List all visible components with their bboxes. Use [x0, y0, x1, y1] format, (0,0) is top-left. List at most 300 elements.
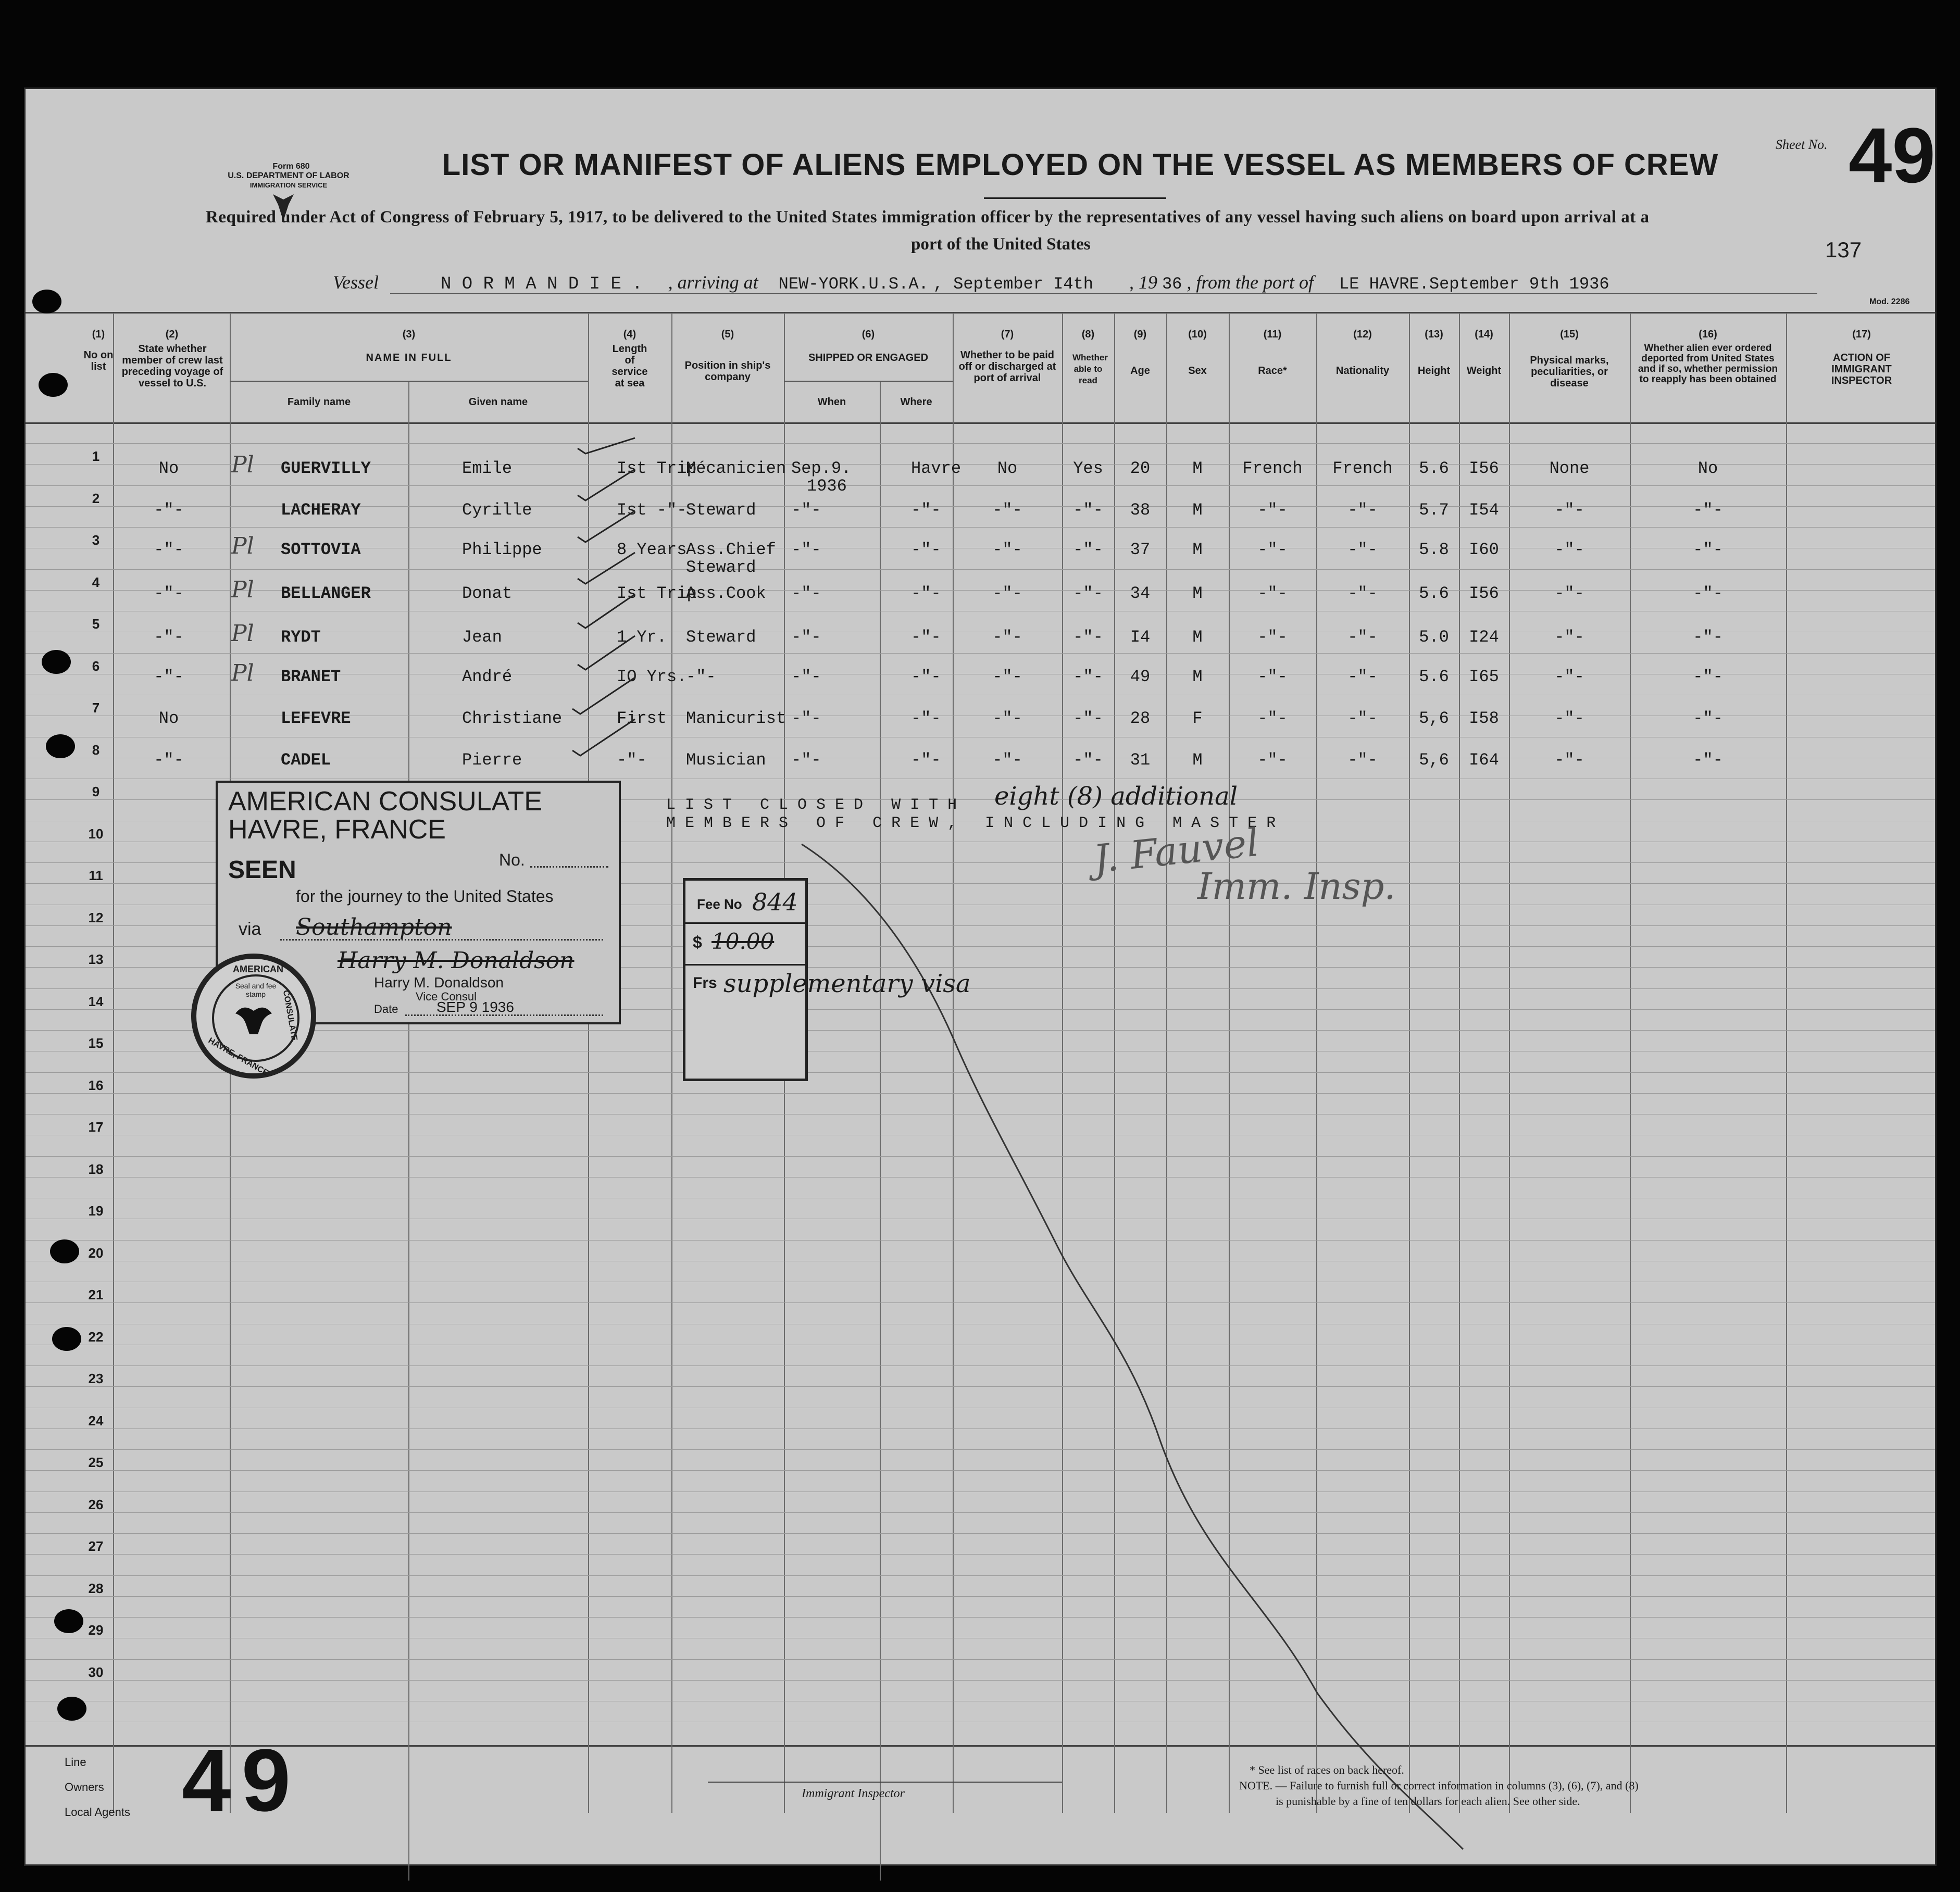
row-rule [26, 653, 1935, 654]
name-header-rule [230, 381, 588, 382]
cell-given-name: Jean [462, 628, 502, 647]
from-port: LE HAVRE.September 9th 1936 [1339, 274, 1609, 294]
col6-header: SHIPPED OR ENGAGED [808, 352, 929, 364]
row-number: 8 [92, 742, 100, 758]
cell-age: 37 [1130, 540, 1151, 559]
cell-physical-marks: -"- [1554, 750, 1584, 770]
cell-nationality: -"- [1347, 750, 1378, 770]
form-department: U.S. DEPARTMENT OF LABOR [228, 171, 349, 180]
cell-family-name: GUERVILLY [281, 459, 371, 478]
punch-hole [50, 1239, 79, 1263]
cell-nationality: -"- [1347, 709, 1378, 728]
stamp-officer-title: Vice Consul [416, 990, 477, 1003]
cell-physical-marks: -"- [1554, 667, 1584, 686]
fee-dollar-value: 10.00 [711, 929, 775, 954]
cell-weight: I65 [1469, 667, 1499, 686]
cell-deported: No [1697, 459, 1718, 478]
fee-frs-label: Frs [693, 974, 717, 992]
cell-shipped-where: -"- [911, 750, 941, 770]
shipped-header-rule [784, 381, 953, 382]
col-rule-4 [671, 313, 672, 1813]
cell-physical-marks: -"- [1554, 709, 1584, 728]
cell-shipped-where: -"- [911, 540, 941, 559]
row-number: 29 [88, 1622, 104, 1638]
cell-race: -"- [1257, 540, 1288, 559]
cell-sex: M [1192, 584, 1203, 603]
cell-prev-voyage: -"- [154, 750, 184, 770]
cell-paid-off: -"- [992, 750, 1022, 770]
cell-given-name: Christiane [462, 709, 563, 728]
cell-service-length: First [617, 709, 667, 728]
cell-service-length: Ist Trip [617, 584, 697, 603]
cell-age: I4 [1130, 628, 1151, 647]
cell-nationality: -"- [1347, 667, 1378, 686]
row-number: 4 [92, 574, 100, 590]
cell-race: French [1242, 459, 1303, 478]
form-number: Form 680 [272, 162, 310, 171]
row-number: 14 [88, 993, 104, 1009]
page-number: 137 [1825, 237, 1862, 262]
eagle-seal-icon [233, 1000, 274, 1037]
col17-number: (17) [1852, 329, 1871, 340]
cell-race: -"- [1257, 750, 1288, 770]
arrival-port: NEW-YORK.U.S.A. [778, 274, 929, 294]
col2-number: (2) [165, 329, 179, 340]
cell-weight: I54 [1469, 500, 1499, 520]
cell-position: -"- [686, 667, 716, 686]
cell-shipped-when: -"- [791, 750, 821, 770]
cell-able-to-read: -"- [1073, 540, 1103, 559]
consulate-title: AMERICAN CONSULATE [228, 786, 542, 817]
cell-shipped-where: -"- [911, 584, 941, 603]
punch-hole [42, 650, 71, 674]
cell-deported: -"- [1693, 500, 1723, 520]
row-number: 5 [92, 616, 100, 632]
cell-service-length: IO Yrs. [617, 667, 687, 686]
col14-number: (14) [1475, 329, 1493, 340]
cell-shipped-when: Sep.9. [791, 459, 852, 478]
stamp-date-value: SEP 9 1936 [436, 999, 514, 1015]
cell-position: Mécanicien [686, 459, 787, 478]
cell-height: 5.0 [1419, 628, 1449, 647]
cell-able-to-read: -"- [1073, 709, 1103, 728]
cell-shipped-when: -"- [791, 584, 821, 603]
cell-sex: M [1192, 540, 1203, 559]
row-number: 17 [88, 1119, 104, 1135]
col-rule-16 [1786, 313, 1787, 1813]
form-title: LIST OR MANIFEST OF ALIENS EMPLOYED ON THE VESSEL AS MEMBERS OF CREW [442, 148, 1719, 182]
cell-shipped-year: 1936 [807, 477, 847, 496]
cell-age: 38 [1130, 500, 1151, 520]
col4-header: Length of service at sea [611, 343, 648, 389]
cell-family-name: CADEL [281, 750, 331, 770]
punch-hole [32, 290, 61, 314]
fee-rule-2 [685, 964, 805, 966]
cell-service-length: Ist Trip [617, 459, 697, 478]
cell-shipped-where: -"- [911, 709, 941, 728]
col10-header: Sex [1188, 365, 1207, 377]
arrival-year: 36 [1162, 274, 1182, 294]
fee-number: 844 [752, 888, 798, 916]
cell-position: Ass.Cook [686, 584, 766, 603]
cell-prev-voyage: -"- [154, 540, 184, 559]
cell-sex: M [1192, 667, 1203, 686]
cell-family-name: LEFEVRE [281, 709, 351, 728]
row-number: 10 [88, 825, 104, 842]
cell-given-name: Pierre [462, 750, 522, 770]
supplementary-visa-note: supplementary visa [723, 969, 971, 998]
row-number: 26 [88, 1496, 104, 1512]
col16-number: (16) [1699, 329, 1717, 340]
stamp-seen: SEEN [228, 856, 296, 884]
cell-nationality: -"- [1347, 584, 1378, 603]
cell-deported: -"- [1693, 584, 1723, 603]
cell-prev-voyage: -"- [154, 500, 184, 520]
cell-deported: -"- [1693, 709, 1723, 728]
cell-shipped-when: -"- [791, 709, 821, 728]
row-number: 22 [88, 1329, 104, 1345]
fee-rule-1 [685, 922, 805, 924]
footer-owners-label: Owners [65, 1781, 104, 1794]
row-number: 16 [88, 1077, 104, 1093]
cell-age: 34 [1130, 584, 1151, 603]
col2-header: State whether member of crew last preceding voyage of vessel to U.S. [121, 343, 223, 389]
cell-physical-marks: -"- [1554, 628, 1584, 647]
stamp-no-label: No. [499, 850, 525, 869]
cell-prev-voyage: No [158, 709, 179, 728]
row-number: 3 [92, 532, 100, 548]
col-rule-3a [408, 381, 409, 1881]
cell-height: 5,6 [1419, 709, 1449, 728]
punch-hole [57, 1697, 86, 1721]
col9-number: (9) [1133, 329, 1147, 340]
row-number: 15 [88, 1035, 104, 1051]
list-closed-line1: L I S T C L O S E D W I T H [666, 796, 957, 814]
row-rule [26, 527, 1935, 528]
fee-dollar-label: $ [693, 933, 702, 951]
cell-given-name: André [462, 667, 513, 686]
cell-shipped-where: -"- [911, 628, 941, 647]
col3-number: (3) [402, 329, 416, 340]
stamp-signature: Harry M. Donaldson [338, 947, 575, 974]
cell-family-name: LACHERAY [281, 500, 361, 520]
stamp-no-dots [530, 866, 608, 868]
col11-number: (11) [1263, 329, 1282, 340]
cell-initials: Pl [231, 660, 254, 686]
footnote-note: NOTE. — Failure to furnish full or correct information in columns (3), (6), (7), and (8) [1239, 1779, 1639, 1792]
cell-position: Ass.Chief [686, 540, 776, 559]
cell-race: -"- [1257, 667, 1288, 686]
cell-shipped-when: -"- [791, 628, 821, 647]
row-number: 24 [88, 1412, 104, 1429]
sheet-number: 49 [1849, 111, 1936, 199]
cell-paid-off: -"- [992, 628, 1022, 647]
arrival-date: , September I4th [933, 274, 1093, 294]
row-number: 11 [89, 868, 103, 883]
vessel-label: Vessel [333, 272, 379, 293]
cell-nationality: French [1332, 459, 1393, 478]
punch-hole [46, 734, 75, 758]
cell-deported: -"- [1693, 667, 1723, 686]
cell-sex: M [1192, 750, 1203, 770]
consulate-location: HAVRE, FRANCE [228, 815, 446, 845]
cell-family-name: BELLANGER [281, 584, 371, 603]
cell-deported: -"- [1693, 628, 1723, 647]
vessel-underline [390, 293, 1817, 294]
cell-physical-marks: None [1549, 459, 1590, 478]
row-number: 19 [88, 1203, 104, 1219]
seal-top-text: AMERICAN [233, 964, 283, 974]
sheet-label: Sheet No. [1776, 137, 1828, 152]
cell-prev-voyage: No [158, 459, 179, 478]
cell-race: -"- [1257, 500, 1288, 520]
stamp-via-value: Southampton [296, 914, 452, 941]
vessel-name: N O R M A N D I E . [440, 274, 643, 294]
list-closed-handwritten: eight (8) additional [994, 782, 1238, 811]
cell-paid-off: -"- [992, 709, 1022, 728]
col5-number: (5) [721, 329, 734, 340]
check-marks [557, 428, 661, 766]
cell-physical-marks: -"- [1554, 500, 1584, 520]
cell-position: Manicurist [686, 709, 787, 728]
col1-number: (1) [92, 329, 105, 340]
row-number: 21 [88, 1287, 104, 1302]
table-top-rule [26, 312, 1935, 314]
footnote-races: * See list of races on back hereof. [1250, 1763, 1404, 1776]
form-service: IMMIGRATION SERVICE [249, 181, 328, 189]
cell-able-to-read: Yes [1073, 459, 1103, 478]
stamp-via-dots [280, 939, 603, 941]
cell-height: 5.6 [1419, 459, 1449, 478]
cell-physical-marks: -"- [1554, 540, 1584, 559]
cell-position: Musician [686, 750, 766, 770]
col8-header: Whether able to read [1072, 353, 1108, 385]
fee-label: Fee No [697, 896, 742, 912]
header-bottom-rule [26, 422, 1935, 424]
row-number: 9 [92, 784, 100, 799]
title-rule [984, 197, 1166, 199]
cell-service-length: -"- [617, 750, 647, 770]
col-rule-14 [1509, 313, 1510, 1813]
cell-position: Steward [686, 500, 756, 520]
col-rule-15 [1630, 313, 1631, 1813]
stamp-date-dots [405, 1014, 603, 1016]
mod-number: Mod. 2286 [1869, 297, 1910, 306]
punch-hole [39, 373, 68, 397]
cell-initials: Pl [231, 620, 254, 647]
cell-position-line2: Steward [686, 558, 756, 577]
cell-paid-off: -"- [992, 667, 1022, 686]
cell-race: -"- [1257, 709, 1288, 728]
cell-age: 49 [1130, 667, 1151, 686]
stamp-via-label: via [239, 919, 261, 939]
col12-header: Nationality [1335, 365, 1390, 377]
cell-weight: I64 [1469, 750, 1499, 770]
row-number: 25 [88, 1455, 104, 1470]
cell-weight: I58 [1469, 709, 1499, 728]
col3-header: NAME IN FULL [366, 352, 452, 364]
col7-header: Whether to be paid off or discharged at port of arrival [958, 349, 1056, 384]
cell-initials: Pl [231, 452, 254, 478]
immigrant-inspector-label: Immigrant Inspector [802, 1787, 905, 1800]
cell-service-length: Ist -"- [617, 500, 687, 520]
cell-paid-off: -"- [992, 540, 1022, 559]
cell-deported: -"- [1693, 750, 1723, 770]
cell-weight: I56 [1469, 459, 1499, 478]
row-rule [26, 443, 1935, 444]
cell-family-name: BRANET [281, 667, 341, 686]
cell-height: 5.8 [1419, 540, 1449, 559]
cell-sex: F [1192, 709, 1203, 728]
col5-header: Position in ship's company [684, 360, 771, 383]
cell-weight: I24 [1469, 628, 1499, 647]
footer-line-label: Line [65, 1756, 86, 1769]
cell-height: 5.6 [1419, 667, 1449, 686]
cell-able-to-read: -"- [1073, 500, 1103, 520]
arriving-label: , arriving at [668, 272, 758, 293]
cell-physical-marks: -"- [1554, 584, 1584, 603]
cell-shipped-when: -"- [791, 540, 821, 559]
cell-shipped-when: -"- [791, 500, 821, 520]
row-rule [26, 485, 1935, 486]
row-number: 2 [92, 490, 100, 506]
cell-height: 5.7 [1419, 500, 1449, 520]
col15-header: Physical marks, peculiarities, or disease [1530, 355, 1609, 389]
cell-sex: M [1192, 500, 1203, 520]
col-rule-1 [113, 313, 114, 1813]
cell-given-name: Emile [462, 459, 513, 478]
row-rule [26, 569, 1935, 570]
col13-number: (13) [1425, 329, 1443, 340]
col10-number: (10) [1188, 329, 1207, 340]
cell-given-name: Cyrille [462, 500, 532, 520]
row-number: 23 [88, 1371, 104, 1386]
col11-header: Race* [1258, 365, 1287, 377]
cell-position: Steward [686, 628, 756, 647]
stamp-journey: for the journey to the United States [296, 887, 554, 906]
cell-sex: M [1192, 459, 1203, 478]
cell-able-to-read: -"- [1073, 667, 1103, 686]
form-subtitle-2: port of the United States [911, 235, 1091, 254]
stamp-officer: Harry M. Donaldson [374, 974, 504, 991]
cell-paid-off: No [997, 459, 1018, 478]
cell-prev-voyage: -"- [154, 667, 184, 686]
stamp-date-label: Date [374, 1003, 398, 1016]
col15-number: (15) [1560, 329, 1579, 340]
row-number: 7 [92, 700, 100, 716]
cell-able-to-read: -"- [1073, 628, 1103, 647]
from-label: , from the port of [1187, 272, 1314, 293]
col6a-header: When [817, 396, 846, 408]
cell-height: 5,6 [1419, 750, 1449, 770]
cell-age: 20 [1130, 459, 1151, 478]
cell-weight: I60 [1469, 540, 1499, 559]
seal-bottom-text: HAVRE, FRANCE [206, 1036, 270, 1078]
cell-given-name: Donat [462, 584, 513, 603]
consular-seal [191, 954, 316, 1079]
inspector-signature-title: Imm. Insp. [1197, 865, 1396, 908]
col6b-header: Where [900, 396, 932, 408]
inspector-sign-line [708, 1782, 1062, 1783]
seal-right-text: CONSULATE [281, 989, 299, 1042]
manifest-sheet [24, 87, 1937, 1866]
col13-header: Height [1417, 365, 1451, 377]
cell-initials: Pl [231, 533, 254, 559]
cell-age: 28 [1130, 709, 1151, 728]
col7-number: (7) [1001, 329, 1014, 340]
cell-weight: I56 [1469, 584, 1499, 603]
cell-deported: -"- [1693, 540, 1723, 559]
cell-race: -"- [1257, 584, 1288, 603]
cell-given-name: Philippe [462, 540, 542, 559]
row-number: 13 [88, 951, 104, 967]
col3a-header: Family name [287, 396, 351, 408]
cell-shipped-where: -"- [911, 500, 941, 520]
punch-hole [54, 1609, 83, 1633]
cell-paid-off: -"- [992, 500, 1022, 520]
cell-shipped-where: Havre [911, 459, 962, 478]
punch-hole [52, 1327, 81, 1351]
cell-prev-voyage: -"- [154, 628, 184, 647]
cell-paid-off: -"- [992, 584, 1022, 603]
cell-height: 5.6 [1419, 584, 1449, 603]
form-subtitle-1: Required under Act of Congress of February 5, 1917, to be delivered to the United States immigration officer by the representatives of any vessel having such aliens on board upon arrival at a [206, 208, 1650, 227]
year-prefix: , 19 [1129, 272, 1157, 293]
col8-number: (8) [1081, 329, 1095, 340]
cell-sex: M [1192, 628, 1203, 647]
seal-inner-text: Seal and fee stamp [235, 982, 277, 998]
col3b-header: Given name [468, 396, 528, 408]
col12-number: (12) [1353, 329, 1372, 340]
col9-header: Age [1130, 365, 1150, 377]
cell-shipped-when: -"- [791, 667, 821, 686]
col14-header: Weight [1466, 365, 1502, 377]
col17-header: ACTION OF IMMIGRANT INSPECTOR [1831, 352, 1892, 386]
cell-race: -"- [1257, 628, 1288, 647]
col16-header: Whether alien ever ordered deported from United States and if so, whether permission to reapply has been obtained [1638, 343, 1778, 385]
cell-nationality: -"- [1347, 500, 1378, 520]
cell-nationality: -"- [1347, 628, 1378, 647]
cell-prev-voyage: -"- [154, 584, 184, 603]
cell-family-name: RYDT [281, 628, 321, 647]
row-number: 18 [88, 1161, 104, 1177]
footnote-fine: is punishable by a fine of ten dollars for each alien. See other side. [1276, 1795, 1580, 1808]
row-number: 28 [88, 1580, 104, 1596]
inspector-signature: J. Fauvel [1091, 820, 1261, 882]
row-number: 30 [88, 1664, 104, 1680]
col1-header: No on list [83, 349, 114, 372]
cell-service-length: 1 Yr. [617, 628, 667, 647]
cell-family-name: SOTTOVIA [281, 540, 361, 559]
cell-age: 31 [1130, 750, 1151, 770]
list-closed-line2: M E M B E R S O F C R E W , I N C L U D I N G M A S T E R [666, 815, 1276, 832]
col4-number: (4) [623, 329, 636, 340]
row-number: 12 [88, 909, 104, 925]
footer-agents-label: Local Agents [65, 1806, 130, 1819]
col6-number: (6) [862, 329, 875, 340]
cell-shipped-where: -"- [911, 667, 941, 686]
cell-initials: Pl [231, 577, 254, 603]
cell-service-length: 8 Years [617, 540, 687, 559]
cell-nationality: -"- [1347, 540, 1378, 559]
row-number: 6 [92, 658, 100, 674]
cell-able-to-read: -"- [1073, 750, 1103, 770]
row-number: 20 [88, 1245, 104, 1261]
cell-able-to-read: -"- [1073, 584, 1103, 603]
row-number: 27 [88, 1538, 104, 1554]
row-number: 1 [92, 448, 100, 464]
footer-sheet-stamp: 49 [182, 1731, 302, 1830]
